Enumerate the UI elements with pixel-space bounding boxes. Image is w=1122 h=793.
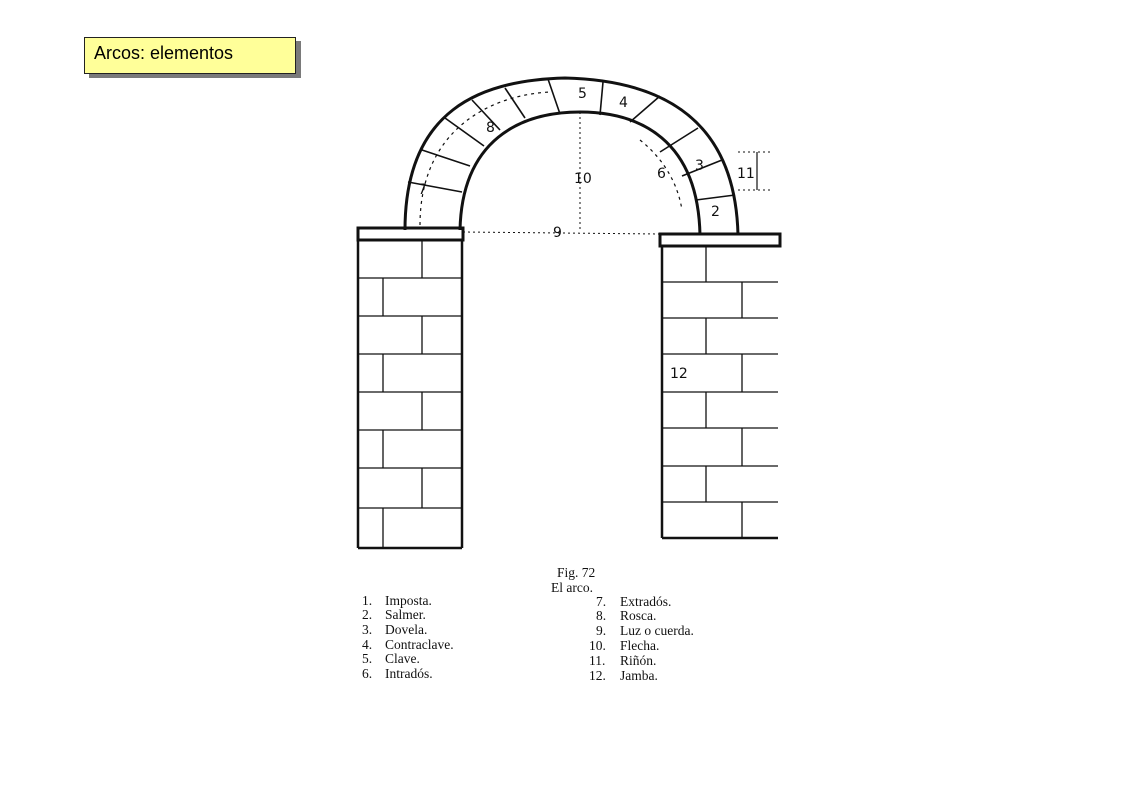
legend-right-num: 8. (596, 608, 607, 623)
callout-12: 12 (670, 366, 688, 382)
legend-left-text: Imposta. (385, 593, 432, 608)
legend-right-text: Luz o cuerda. (620, 623, 694, 638)
legend-left (362, 593, 454, 681)
right-impost (660, 234, 780, 246)
slide-title: Arcos: elementos (84, 37, 296, 74)
legend-right-text: Riñón. (620, 653, 657, 668)
figure-number: Fig. 72 (557, 565, 596, 580)
callout-5: 5 (578, 86, 587, 102)
callout-10: 10 (574, 171, 592, 187)
legend-right-text: Rosca. (620, 608, 657, 623)
callout-3: 3 (695, 158, 704, 174)
callout-2: 2 (711, 204, 720, 220)
left-impost (358, 228, 463, 240)
legend-left-num: 6. (362, 666, 373, 681)
legend-left-text: Intradós. (385, 666, 433, 681)
right-pier-courses (662, 246, 778, 538)
legend-left-num: 1. (362, 593, 373, 608)
callout-9: 9 (553, 225, 562, 241)
left-pier-courses (358, 240, 462, 548)
callout-11: 11 (737, 166, 755, 182)
legend-left-num: 4. (362, 637, 373, 652)
callout-6: 6 (657, 166, 666, 182)
legend-right-num: 9. (596, 623, 607, 638)
callout-4: 4 (619, 95, 628, 111)
legend-left-text: Clave. (385, 651, 420, 666)
legend-left-num: 3. (362, 622, 373, 637)
legend-right-num: 10. (589, 638, 606, 653)
figure-caption: El arco. (551, 580, 593, 595)
legend-left-num: 2. (362, 607, 373, 622)
left-pier (358, 240, 462, 548)
legend-left-text: Salmer. (385, 607, 426, 622)
legend-right-num: 11. (589, 653, 606, 668)
rosca-line (420, 92, 550, 225)
legend-right-text: Extradós. (620, 594, 672, 609)
legend-right-text: Flecha. (620, 638, 660, 653)
legend-right (589, 594, 694, 683)
legend-left-text: Contraclave. (385, 637, 454, 652)
legend-right-text: Jamba. (620, 668, 658, 683)
legend-left-num: 5. (362, 651, 373, 666)
legend-right-num: 7. (596, 594, 607, 609)
callout-7: 7 (418, 182, 427, 198)
legend-right-num: 12. (589, 668, 606, 683)
arch-extrados (405, 78, 738, 235)
callout-8: 8 (486, 120, 495, 136)
legend-left-text: Dovela. (385, 622, 428, 637)
voussoir-joints (408, 79, 735, 200)
